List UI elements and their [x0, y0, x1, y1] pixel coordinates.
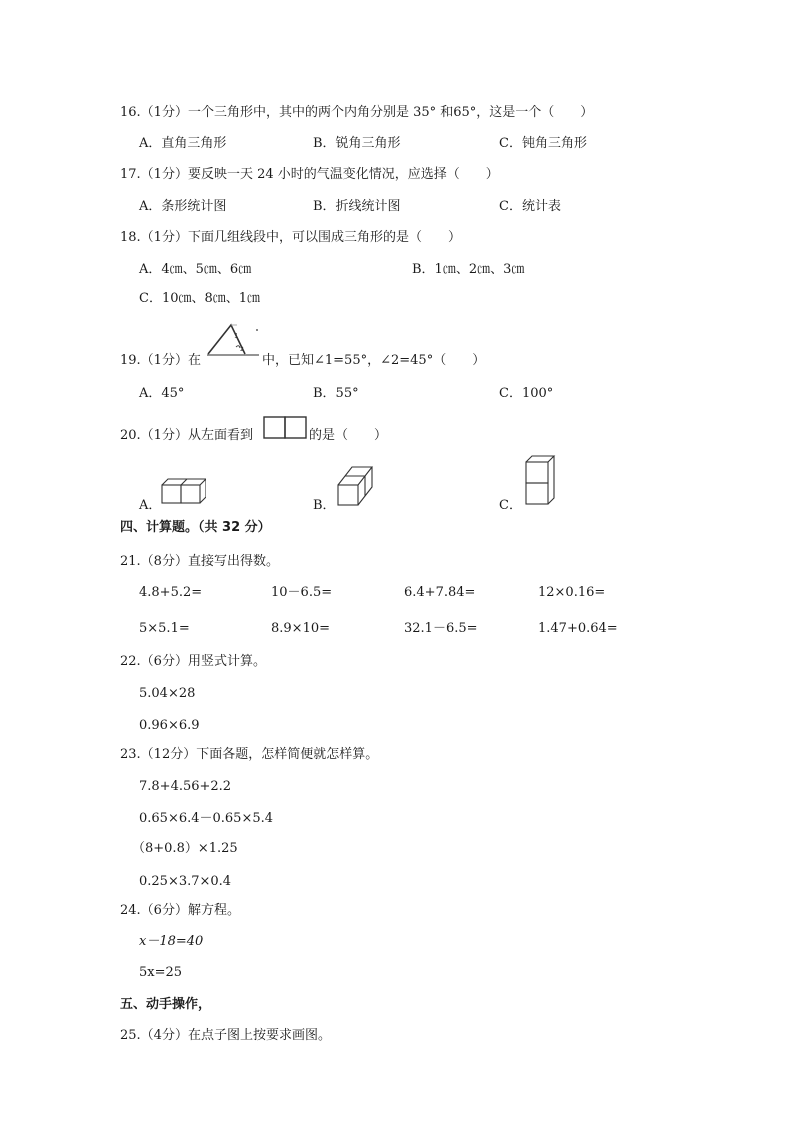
q20-option-a[interactable]: A．	[139, 498, 162, 513]
q16-option-b[interactable]: B．锐角三角形	[313, 136, 401, 151]
q21-r2c2: 8.9×10=	[271, 621, 331, 636]
q22-item-1: 5.04×28	[139, 686, 196, 701]
triangle-icon	[207, 322, 259, 358]
q23-item-4: 0.25×3.7×0.4	[139, 874, 232, 889]
depth-cubes-icon	[336, 465, 374, 507]
q21-stem: 21.（8分）直接写出得数。	[120, 554, 279, 569]
q17-option-b[interactable]: B．折线统计图	[313, 199, 401, 214]
q19-option-c[interactable]: C．100°	[499, 386, 554, 401]
q18-option-c[interactable]: C．10㎝、8㎝、1㎝	[139, 291, 261, 306]
q20-option-b-figure[interactable]	[336, 465, 374, 511]
q17-stem: 17.（1分）要反映一天 24 小时的气温变化情况，应选择（ ）	[120, 167, 499, 182]
q16-option-c[interactable]: C．钝角三角形	[499, 136, 587, 151]
q19-stem-after: 中，已知∠1=55°，∠2=45°（ ）	[262, 353, 486, 368]
q22-item-2: 0.96×6.9	[139, 718, 200, 733]
q17-option-c[interactable]: C．统计表	[499, 199, 561, 214]
q21-r1c2: 10－6.5=	[271, 585, 333, 600]
q20-option-c-figure[interactable]	[524, 454, 556, 510]
q22-stem: 22.（6分）用竖式计算。	[120, 654, 266, 669]
svg-text:2: 2	[240, 346, 244, 353]
q16-option-a[interactable]: A．直角三角形	[139, 136, 227, 151]
q21-r2c4: 1.47+0.64=	[538, 621, 618, 636]
svg-text:1: 1	[234, 332, 239, 340]
q18-option-a[interactable]: A．4㎝、5㎝、6㎝	[139, 262, 252, 277]
two-squares-icon	[263, 416, 307, 440]
q20-option-c[interactable]: C．	[499, 498, 522, 513]
q18-stem: 18.（1分）下面几组线段中，可以围成三角形的是（ ）	[120, 230, 461, 245]
q21-r1c3: 6.4+7.84=	[404, 585, 476, 600]
q21-r1c4: 12×0.16=	[538, 585, 606, 600]
q19-stem-before: 19.（1分）在	[120, 353, 201, 368]
q21-r2c1: 5×5.1=	[139, 621, 190, 636]
q23-item-2: 0.65×6.4－0.65×5.4	[139, 811, 274, 826]
q24-item-1: x－18=40	[139, 934, 204, 949]
q23-item-3: （8+0.8）×1.25	[132, 841, 238, 856]
q24-item-2: 5x=25	[139, 965, 183, 980]
q19-option-b[interactable]: B．55°	[313, 386, 359, 401]
q18-option-b[interactable]: B．1㎝、2㎝、3㎝	[412, 262, 525, 277]
q25-stem: 25.（4分）在点子图上按要求画图。	[120, 1028, 331, 1043]
section-4-heading: 四、计算题。（共 32 分）	[120, 520, 271, 535]
q21-r2c3: 32.1－6.5=	[404, 621, 478, 636]
q21-r1c1: 4.8+5.2=	[139, 585, 203, 600]
section-5-heading: 五、动手操作，	[120, 997, 212, 1012]
q20-option-b[interactable]: B．	[313, 498, 336, 513]
q20-option-a-figure[interactable]	[160, 477, 206, 509]
front-view-figure	[263, 416, 307, 444]
q20-stem-after: 的是（ ）	[309, 428, 388, 443]
q23-item-1: 7.8+4.56+2.2	[139, 779, 232, 794]
q17-option-a[interactable]: A．条形统计图	[139, 199, 227, 214]
vertical-cubes-icon	[524, 454, 556, 506]
horizontal-cubes-icon	[160, 477, 206, 505]
q16-stem: 16.（1分）一个三角形中，其中的两个内角分别是 35° 和65°，这是一个（ ）	[120, 105, 594, 120]
q20-stem-before: 20.（1分）从左面看到	[120, 428, 253, 443]
q23-stem: 23.（12分）下面各题，怎样简便就怎样算。	[120, 747, 379, 762]
triangle-figure	[207, 322, 259, 358]
q19-option-a[interactable]: A．45°	[139, 386, 185, 401]
q24-stem: 24.（6分）解方程。	[120, 903, 240, 918]
